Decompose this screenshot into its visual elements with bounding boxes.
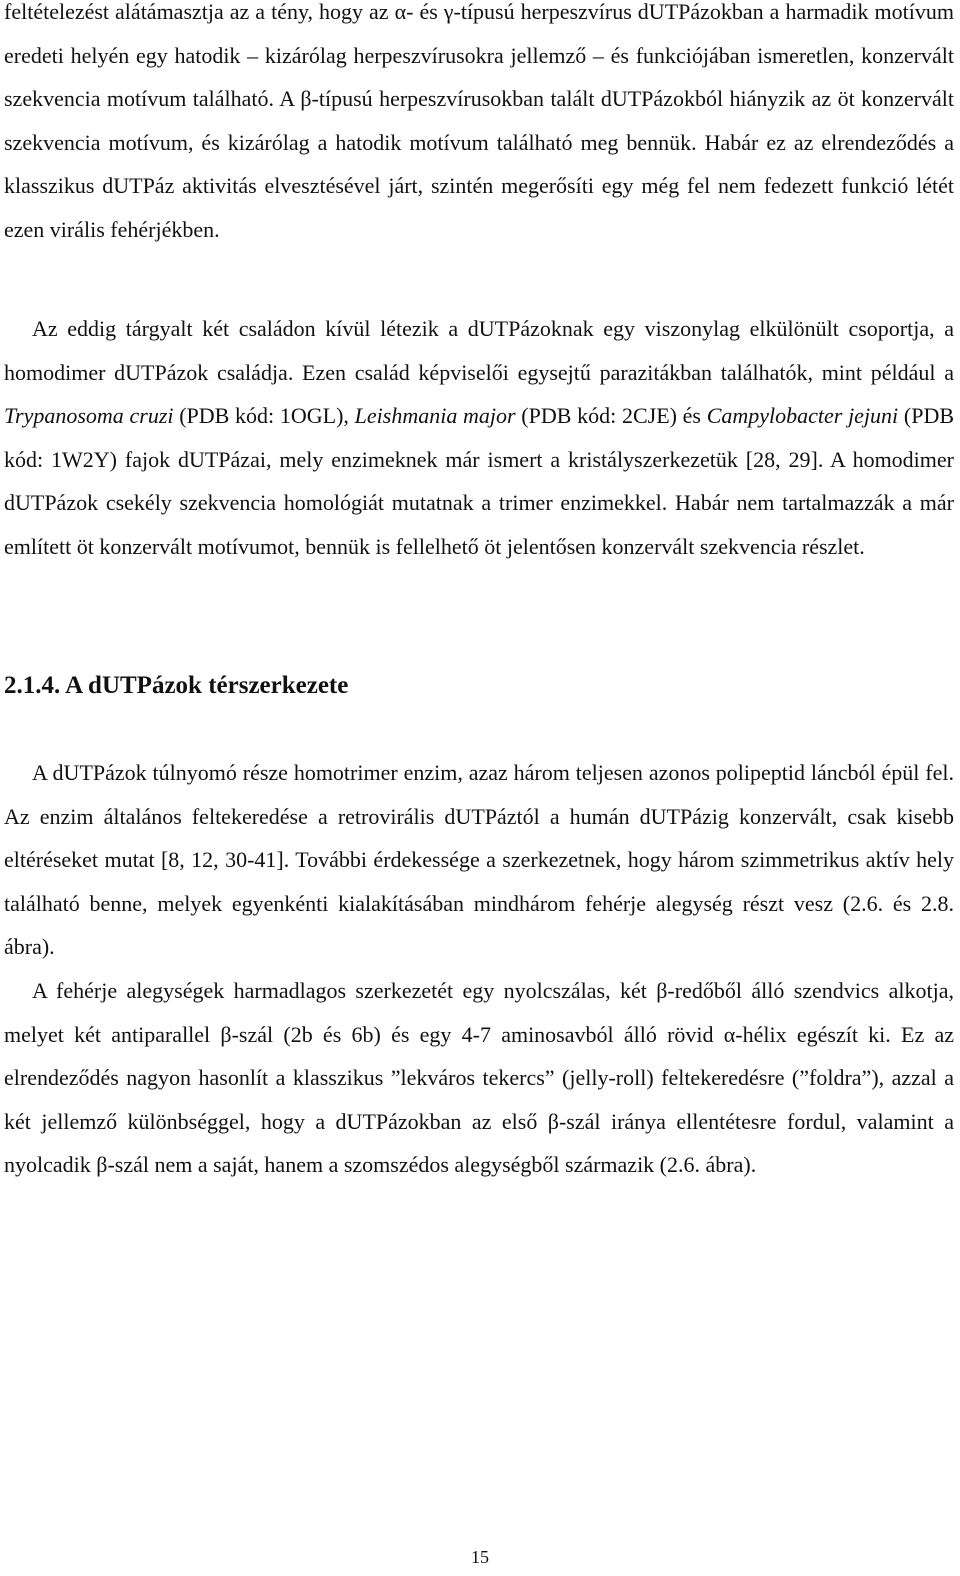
species-name-campylobacter: Campylobacter jejuni [706,403,899,429]
species-name-leishmania: Leishmania major [354,403,516,429]
paragraph-3 [4,751,954,969]
paragraph-2-text-a: Az eddig tárgyalt két családon kívül létezik a dUTPázoknak egy viszonylag elkülönült csoportja, a homodimer dUTPázok családja. Ezen család képviselői egysejtű parazitákban találhatók, mint például a [4,316,954,385]
paragraph-3-text: A dUTPázok túlnyomó része homotrimer enzim, azaz három teljesen azonos polipeptid láncból épül fel. Az enzim általános feltekeredése a retrovirális dUTPáztól a humán dUTPázig konzervált, csak kisebb eltéréseket mutat [8, 12, 30-41]. További érdekessége a szerkezetnek, hogy három szimmetrikus aktív hely található benne, melyek egyenkénti kialakításában mindhárom fehérje alegység részt vesz (2.6. és 2.8. ábra). [4,760,954,960]
species-name-trypanosoma: Trypanosoma cruzi [4,403,174,429]
paragraph-4-text: A fehérje alegységek harmadlagos szerkezetét egy nyolcszálas, két β-redőből álló szendvics alkotja, melyet két antiparallel β-szál (2b és 6b) és egy 4-7 aminosavból álló rövid α-hélix egészít ki. Ez az elrendeződés nagyon hasonlít a klasszikus ”lekváros tekercs” (jelly-roll) feltekeredésre (”foldra”), azzal a két jellemző különbséggel, hogy a dUTPázokban az első β-szál iránya ellentétesre fordul, valamint a nyolcadik β-szál nem a saját, hanem a szomszédos alegységből származik (2.6. ábra). [4,978,954,1178]
paragraph-4 [4,969,954,1187]
paragraph-1-text: feltételezést alátámasztja az a tény, hogy az α- és γ-típusú herpeszvírus dUTPázokban a harmadik motívum eredeti helyén egy hatodik – kizárólag herpeszvírusokra jellemző – és funkciójában ismeretlen, konzervált szekvencia motívum található. A β-típusú herpeszvírusokban talált dUTPázokból hiányzik az öt konzervált szekvencia motívum, és kizárólag a hatodik motívum található meg bennük. Habár ez az elrendeződés a klasszikus dUTPáz aktivitás elvesztésével járt, szintén megerősíti egy még fel nem fedezett funkció létét ezen virális fehérjékben. [4,0,954,242]
page-number: 15 [471,1547,489,1567]
paragraph-2-text-d: (PDB kód: 1W2Y) fajok dUTPázai, mely enzimeknek már ismert a kristályszerkezetük [28, 29]. A homodimer dUTPázok csekély szekvencia homológiát mutatnak a trimer enzimekkel. Habár nem tartalmazzák a már említett öt konzervált motívumot, bennük is fellelhető öt jelentősen konzervált szekvencia részlet. [4,403,955,559]
section-heading: 2.1.4. A dUTPázok térszerkezete [4,672,349,699]
paragraph-2 [4,307,954,569]
paragraph-2-text-c: (PDB kód: 2CJE) és [515,403,707,429]
paragraph-1 [4,0,954,252]
paragraph-2-text-b: (PDB kód: 1OGL), [173,403,355,429]
